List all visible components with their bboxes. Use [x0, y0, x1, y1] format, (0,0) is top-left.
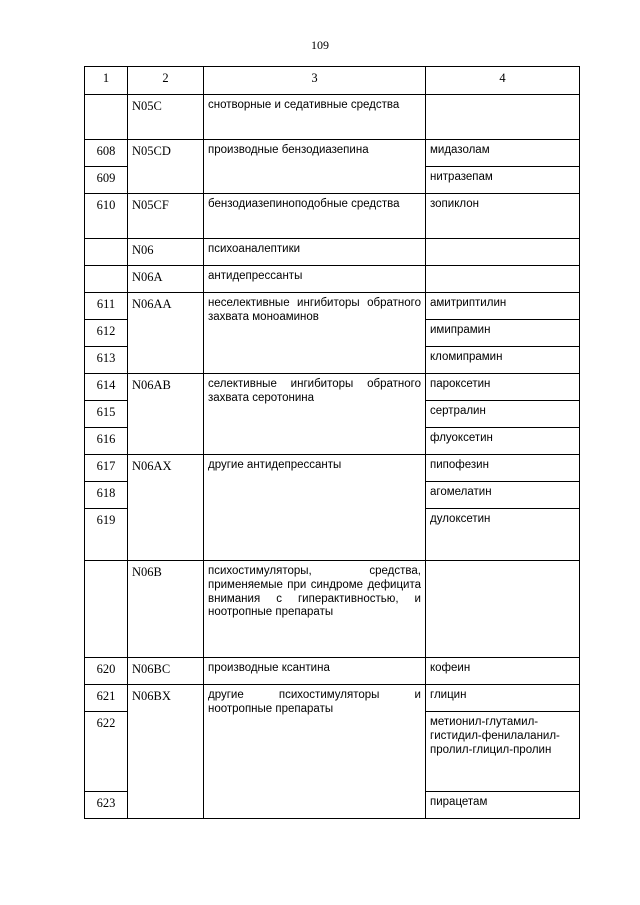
- atc-code: N06BX: [128, 685, 204, 819]
- atc-code: N06BC: [128, 658, 204, 685]
- table-header-row: [85, 67, 580, 95]
- atc-code: N06AB: [128, 374, 204, 455]
- drug-name: дулоксетин: [426, 509, 580, 561]
- drug-classification-table: [84, 66, 580, 819]
- group-description: психостимуляторы, средства, применяемые при синдроме дефицита внимания с гиперактивностью, и ноотропные препараты: [204, 561, 426, 658]
- table-row: [85, 561, 580, 658]
- atc-code: N05C: [128, 95, 204, 140]
- group-description: неселективные ингибиторы обратного захвата моноаминов: [204, 293, 426, 374]
- header-cell: 2: [128, 67, 204, 95]
- atc-code: N06: [128, 239, 204, 266]
- page-number: 109: [311, 38, 329, 52]
- table-row: [85, 685, 580, 712]
- row-number: 616: [85, 428, 128, 455]
- header-cell: 1: [85, 67, 128, 95]
- drug-name: зопиклон: [426, 194, 580, 239]
- row-number: 617: [85, 455, 128, 482]
- atc-code: N06AA: [128, 293, 204, 374]
- drug-name: [426, 561, 580, 658]
- group-description: антидепрессанты: [204, 266, 426, 293]
- atc-code: N05CF: [128, 194, 204, 239]
- row-number: 610: [85, 194, 128, 239]
- atc-code: N05CD: [128, 140, 204, 194]
- group-description: снотворные и седативные средства: [204, 95, 426, 140]
- group-description: производные бензодиазепина: [204, 140, 426, 194]
- row-number: 614: [85, 374, 128, 401]
- row-number: 622: [85, 712, 128, 792]
- row-number: 612: [85, 320, 128, 347]
- row-number: 611: [85, 293, 128, 320]
- group-description: бензодиазепиноподобные средства: [204, 194, 426, 239]
- row-number: 621: [85, 685, 128, 712]
- drug-name: метионил-глутамил-гистидил-фенилаланил-пролил-глицил-пролин: [426, 712, 580, 792]
- table-row: [85, 266, 580, 293]
- table-row: [85, 239, 580, 266]
- row-number: 615: [85, 401, 128, 428]
- drug-name: [426, 95, 580, 140]
- drug-name: имипрамин: [426, 320, 580, 347]
- atc-code: N06A: [128, 266, 204, 293]
- drug-name: глицин: [426, 685, 580, 712]
- row-number: [85, 239, 128, 266]
- drug-name: флуоксетин: [426, 428, 580, 455]
- drug-name: пирацетам: [426, 792, 580, 819]
- atc-code: N06B: [128, 561, 204, 658]
- row-number: 608: [85, 140, 128, 167]
- drug-name: амитриптилин: [426, 293, 580, 320]
- row-number: 618: [85, 482, 128, 509]
- drug-name: нитразепам: [426, 167, 580, 194]
- table-row: [85, 95, 580, 140]
- group-description: психоаналептики: [204, 239, 426, 266]
- group-description: другие психостимуляторы и ноотропные препараты: [204, 685, 426, 819]
- drug-name: агомелатин: [426, 482, 580, 509]
- drug-name: [426, 239, 580, 266]
- group-description: селективные ингибиторы обратного захвата серотонина: [204, 374, 426, 455]
- row-number: 619: [85, 509, 128, 561]
- drug-name: [426, 266, 580, 293]
- row-number: 613: [85, 347, 128, 374]
- drug-name: кофеин: [426, 658, 580, 685]
- table-row: [85, 194, 580, 239]
- table-row: [85, 374, 580, 401]
- drug-name: кломипрамин: [426, 347, 580, 374]
- table-row: [85, 658, 580, 685]
- table-row: [85, 140, 580, 167]
- group-description: производные ксантина: [204, 658, 426, 685]
- row-number: [85, 266, 128, 293]
- drug-name: пипофезин: [426, 455, 580, 482]
- table-row: [85, 293, 580, 320]
- row-number: [85, 95, 128, 140]
- row-number: 620: [85, 658, 128, 685]
- atc-code: N06AX: [128, 455, 204, 561]
- drug-name: сертралин: [426, 401, 580, 428]
- header-cell: 4: [426, 67, 580, 95]
- table-row: [85, 455, 580, 482]
- drug-name: пароксетин: [426, 374, 580, 401]
- row-number: [85, 561, 128, 658]
- header-cell: 3: [204, 67, 426, 95]
- row-number: 609: [85, 167, 128, 194]
- group-description: другие антидепрессанты: [204, 455, 426, 561]
- drug-name: мидазолам: [426, 140, 580, 167]
- row-number: 623: [85, 792, 128, 819]
